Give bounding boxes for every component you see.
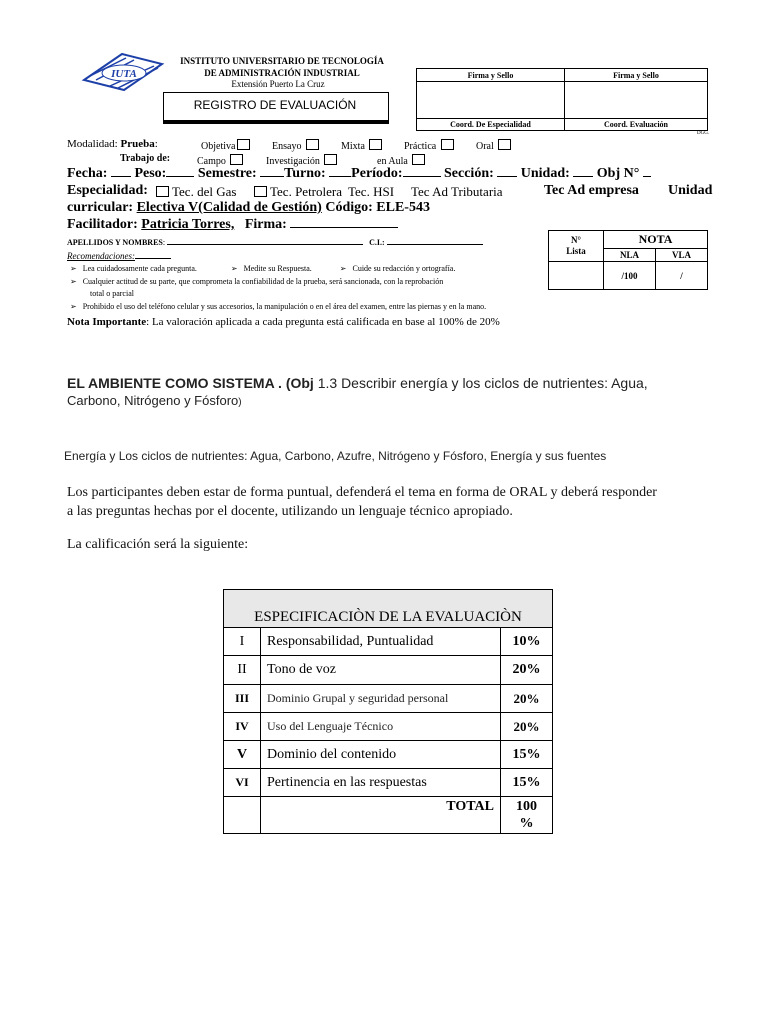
recommendation-1: Lea cuidadosamente cada pregunta. <box>82 264 197 273</box>
apellidos-row: APELLIDOS Y NOMBRES: C.I.: <box>67 238 483 247</box>
nota-importante-label: Nota Importante <box>67 316 147 328</box>
modalidad-row: Modalidad: Prueba: <box>67 138 158 150</box>
ci-field[interactable] <box>387 244 483 245</box>
especialidad-label: Especialidad: <box>67 183 148 198</box>
signature-footer-2: Coord. Evaluación <box>565 119 708 131</box>
firma-label: Firma: <box>244 217 287 232</box>
nla-header: NLA <box>604 249 656 262</box>
nota-table <box>548 230 708 290</box>
evaluation-spec-table <box>223 589 553 834</box>
weight: 15% <box>501 769 553 797</box>
topic-heading <box>67 375 648 391</box>
topic-heading-bold: EL AMBIENTE COMO SISTEMA . (Obj <box>67 375 314 391</box>
ci-label: C.I.: <box>369 238 385 247</box>
trabajo-label: Trabajo de: <box>120 153 171 164</box>
seccion-field[interactable] <box>497 176 517 177</box>
signature-footer-1: Coord. De Especialidad <box>417 119 565 131</box>
en-aula-checkbox[interactable] <box>412 154 425 165</box>
option-practica[interactable]: Práctica <box>404 139 457 152</box>
turno-field[interactable] <box>329 176 351 177</box>
institute-extension: Extensión Puerto La Cruz <box>231 79 325 89</box>
weight: 20% <box>501 656 553 685</box>
obj-label: Obj N° <box>596 166 640 181</box>
option-investigacion[interactable]: Investigación <box>266 154 340 167</box>
recommendation-row-4: ➢ Cualquier actitud de su parte, que comprometa la confiabilidad de la prueba, será sancionada, con la reprobación <box>70 277 444 286</box>
vla-header: VLA <box>656 249 708 262</box>
especialidad-row <box>67 183 148 199</box>
obj-field[interactable] <box>643 176 651 177</box>
grading-intro: La calificación será la siguiente: <box>67 537 249 552</box>
apellidos-field[interactable] <box>167 244 363 245</box>
tec-gas-checkbox[interactable] <box>156 186 169 197</box>
criterion: Dominio Grupal y seguridad personal <box>261 685 501 713</box>
mixta-checkbox[interactable] <box>369 139 382 150</box>
iuta-logo <box>80 50 166 94</box>
periodo-label: Período: <box>351 166 403 181</box>
recommendation-4-continued: total o parcial <box>90 289 134 298</box>
recommendation-2: Medite su Respuesta. <box>243 264 312 273</box>
table-row <box>224 628 553 656</box>
form-title: REGISTRO DE EVALUACIÓN <box>193 98 357 112</box>
fecha-label: Fecha: <box>67 166 108 181</box>
curricular-row <box>67 200 430 216</box>
signature-box-2 <box>565 82 708 119</box>
criterion: Responsabilidad, Puntualidad <box>261 628 501 656</box>
fecha-row <box>67 166 651 182</box>
option-tec-petrolera[interactable]: Tec. Petrolera <box>252 184 342 200</box>
criterion: Pertinencia en las respuestas <box>261 769 501 797</box>
codigo: Código: ELE-543 <box>325 200 430 215</box>
option-en-aula[interactable]: en Aula <box>377 154 428 167</box>
option-ensayo[interactable]: Ensayo <box>272 139 322 152</box>
logo-text: IUTA <box>111 68 137 80</box>
tec-petrolera-checkbox[interactable] <box>254 186 267 197</box>
instructions-paragraph: Los participantes deben estar de forma puntual, defenderá el tema en forma de ORAL y deberá responder a las preguntas hechas por el docente, utilizando un lenguaje técnico apropiado. <box>67 485 657 519</box>
unidad-word: Unidad <box>668 183 713 198</box>
table-row <box>224 741 553 769</box>
institute-line-1: INSTITUTO UNIVERSITARIO DE TECNOLOGÍA <box>180 56 384 66</box>
row-number: IV <box>224 713 261 741</box>
lista-value[interactable] <box>549 262 604 290</box>
turno-label: Turno: <box>284 166 326 181</box>
row-number: I <box>224 628 261 656</box>
recommendation-5: Prohibido el uso del teléfono celular y sus accesorios, la manipulación o en el área del examen, entre las piernas y en la mano. <box>82 302 487 311</box>
row-number: VI <box>224 769 261 797</box>
table-row <box>224 685 553 713</box>
option-tec-hsi[interactable]: Tec. HSI <box>348 184 395 199</box>
vla-value[interactable]: / <box>656 262 708 290</box>
institute-name <box>168 55 396 79</box>
option-mixta[interactable]: Mixta <box>341 139 385 152</box>
option-tec-gas[interactable]: Tec. del Gas <box>154 184 236 200</box>
nota-importante <box>67 316 500 328</box>
total-label: TOTAL <box>261 797 501 834</box>
table-row <box>224 713 553 741</box>
fecha-field[interactable] <box>111 176 131 177</box>
recommendation-3: Cuide su redacción y ortografía. <box>352 264 456 273</box>
institute-line-2: DE ADMINISTRACIÓN INDUSTRIAL <box>204 68 360 78</box>
curricular-label: curricular: <box>67 200 134 215</box>
total-value: 100 % <box>501 797 553 834</box>
nota-header: NOTA <box>604 231 708 249</box>
title-underline-bar <box>163 120 389 124</box>
signature-table <box>416 68 708 131</box>
topic-subtitle: Energía y Los ciclos de nutrientes: Agua, Carbono, Azufre, Nitrógeno y Fósforo, Energía y sus fuentes <box>64 449 607 463</box>
weight: 20% <box>501 713 553 741</box>
curricular-value: Electiva V(Calidad de Gestión) <box>136 200 322 215</box>
row-number: II <box>224 656 261 685</box>
signature-box-1 <box>417 82 565 119</box>
spec-table-title: ESPECIFICACIÒN DE LA EVALUACIÒN <box>224 590 553 628</box>
unidad-field[interactable] <box>573 176 593 177</box>
option-tec-ad-tributaria[interactable]: Tec Ad Tributaria <box>411 184 503 199</box>
weight: 15% <box>501 741 553 769</box>
prueba-label: Prueba <box>120 138 155 150</box>
nla-value[interactable]: /100 <box>604 262 656 290</box>
recommendation-4: Cualquier actitud de su parte, que comprometa la confiabilidad de la prueba, será sancionada, con la reprobación <box>82 277 444 286</box>
facilitador-row <box>67 217 398 233</box>
semestre-label: Semestre: <box>197 166 257 181</box>
option-oral[interactable]: Oral <box>476 139 514 152</box>
row-number: III <box>224 685 261 713</box>
table-row <box>224 656 553 685</box>
weight: 10% <box>501 628 553 656</box>
practica-checkbox[interactable] <box>441 139 454 150</box>
option-objetiva[interactable]: Objetiva <box>201 139 253 152</box>
criterion: Dominio del contenido <box>261 741 501 769</box>
n-lista-cell: N° Lista <box>549 231 604 262</box>
form-code: DGG. <box>697 131 710 136</box>
investigacion-checkbox[interactable] <box>324 154 337 165</box>
periodo-field[interactable] <box>403 176 441 177</box>
signature-header-2: Firma y Sello <box>565 69 708 82</box>
total-empty-cell <box>224 797 261 834</box>
objetiva-checkbox[interactable] <box>237 139 250 150</box>
semestre-field[interactable] <box>260 176 284 177</box>
recommendation-row-1: ➢ Lea cuidadosamente cada pregunta. ➢ Medite su Respuesta. ➢ Cuide su redacción y ortografía. <box>70 264 456 273</box>
weight: 20% <box>501 685 553 713</box>
seccion-label: Sección: <box>444 166 494 181</box>
nota-importante-text: : La valoración aplicada a cada pregunta está calificada en base al 100% de 20% <box>146 316 500 328</box>
firma-field[interactable] <box>290 227 398 228</box>
unidad-label: Unidad: <box>520 166 570 181</box>
facilitador-value: Patricia Torres, <box>141 217 235 232</box>
row-number: V <box>224 741 261 769</box>
peso-label: Peso: <box>134 166 167 181</box>
facilitador-label: Facilitador: <box>67 217 138 232</box>
oral-checkbox[interactable] <box>498 139 511 150</box>
total-row <box>224 797 553 834</box>
criterion: Tono de voz <box>261 656 501 685</box>
recommendation-row-5: ➢ Prohibido el uso del teléfono celular y sus accesorios, la manipulación o en el área del examen, entre las piernas y en la mano. <box>70 302 487 311</box>
option-campo[interactable]: Campo <box>197 154 246 167</box>
ensayo-checkbox[interactable] <box>306 139 319 150</box>
topic-heading-line2: Carbono, Nitrógeno y Fósforo) <box>67 393 242 408</box>
criterion: Uso del Lenguaje Técnico <box>261 713 501 741</box>
recomendaciones-title: Recomendaciones: <box>67 251 171 261</box>
table-row <box>224 769 553 797</box>
campo-checkbox[interactable] <box>230 154 243 165</box>
option-tec-ad-empresa[interactable]: Tec Ad empresa <box>544 183 639 198</box>
modalidad-label: Modalidad: <box>67 138 118 150</box>
topic-heading-rest: 1.3 Describir energía y los ciclos de nutrientes: Agua, <box>313 375 648 391</box>
signature-header-1: Firma y Sello <box>417 69 565 82</box>
apellidos-label: APELLIDOS Y NOMBRES <box>67 238 163 247</box>
peso-field[interactable] <box>166 176 194 177</box>
